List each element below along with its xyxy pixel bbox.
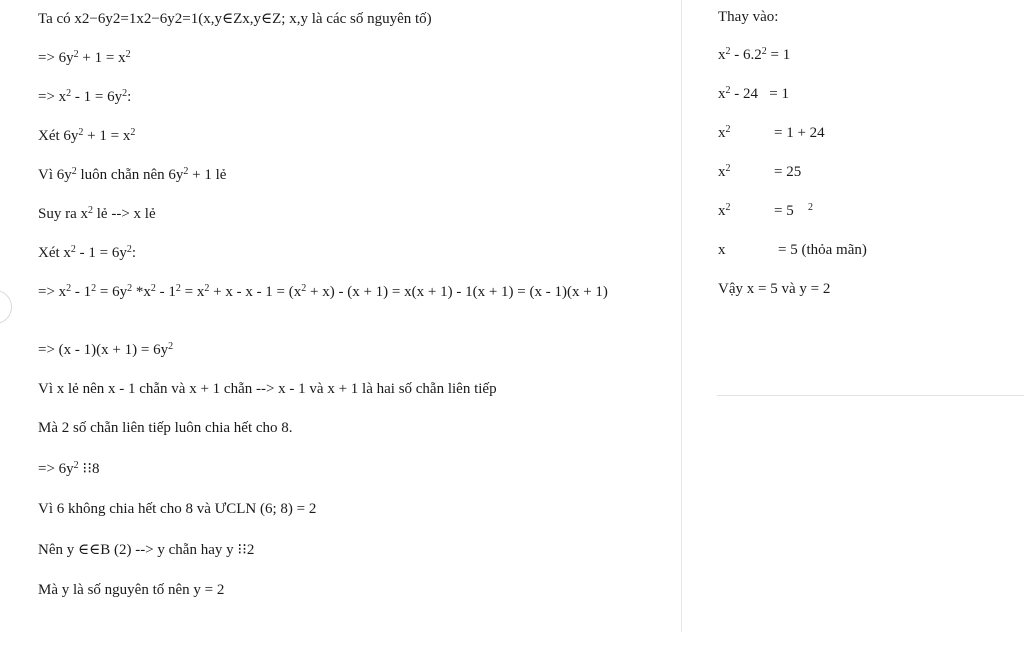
scroll-indicator-circle[interactable] xyxy=(0,290,12,324)
text-line: => $6y^2$ ⁝⁝8 xyxy=(38,460,100,477)
text-line: => $x^2 - 1 = 6y^2$: xyxy=(38,88,132,105)
text-line: Vì 6 không chia hết cho 8 và ƯCLN (6; 8) = 2 xyxy=(38,501,317,517)
text-line: Ta có x2−6y2=1x2−6y2=1(x,y∈Zx,y∈Z; x,y là các số nguyên tố) xyxy=(38,11,432,27)
text-line: Vì $6y^2$ luôn chẵn nên $6y^2 + 1$ lẻ xyxy=(38,166,227,183)
text-line: => $6y^2 + 1 = x^2$ xyxy=(38,49,131,66)
text-line: Nên y ∈∈B (2) --> y chẵn hay y ⁝⁝2 xyxy=(38,542,255,558)
text-line: Mà y là số nguyên tố nên y = 2 xyxy=(38,582,225,598)
text-line: Xét $6y^2 + 1 = x^2$ xyxy=(38,127,136,144)
section-divider xyxy=(717,395,1024,396)
text-line: Thay vào: xyxy=(718,9,779,25)
text-line: $x^2$ = 25 xyxy=(718,163,802,180)
text-line: Vì x lẻ nên x - 1 chẵn và x + 1 chẵn --> x - 1 và x + 1 là hai số chẵn liên tiếp xyxy=(38,381,497,397)
text-line: $x^2$ = 1 + 24 xyxy=(718,124,825,141)
text-line: x = 5 (thỏa mãn) xyxy=(718,242,867,258)
column-divider xyxy=(681,0,682,632)
text-line: Xét $x^2 - 1 = 6y^2$: xyxy=(38,244,137,261)
text-line: Suy ra $x^2$ lẻ --> x lẻ xyxy=(38,205,156,222)
text-line: Mà 2 số chẵn liên tiếp luôn chia hết cho 8. xyxy=(38,420,293,436)
text-line: $x^2 - 24 = 1$ xyxy=(718,85,789,102)
text-line: Vậy x = 5 và y = 2 xyxy=(718,281,831,297)
text-line: => $x^2 - 1^2 = 6y^2$ $*x^2 - 1^2 = x^2 + x - x - 1 = (x^2 + x) - (x + 1) = x(x + 1) - 1(x + 1) = (x - 1)(x + 1)$ xyxy=(38,283,608,300)
text-line: $x^2 - 6.2^2 = 1$ xyxy=(718,46,791,63)
text-line: $x^2$ = 5 $^2$ xyxy=(718,202,813,219)
text-line: => $(x - 1)(x + 1) = 6y^2$ xyxy=(38,341,174,358)
